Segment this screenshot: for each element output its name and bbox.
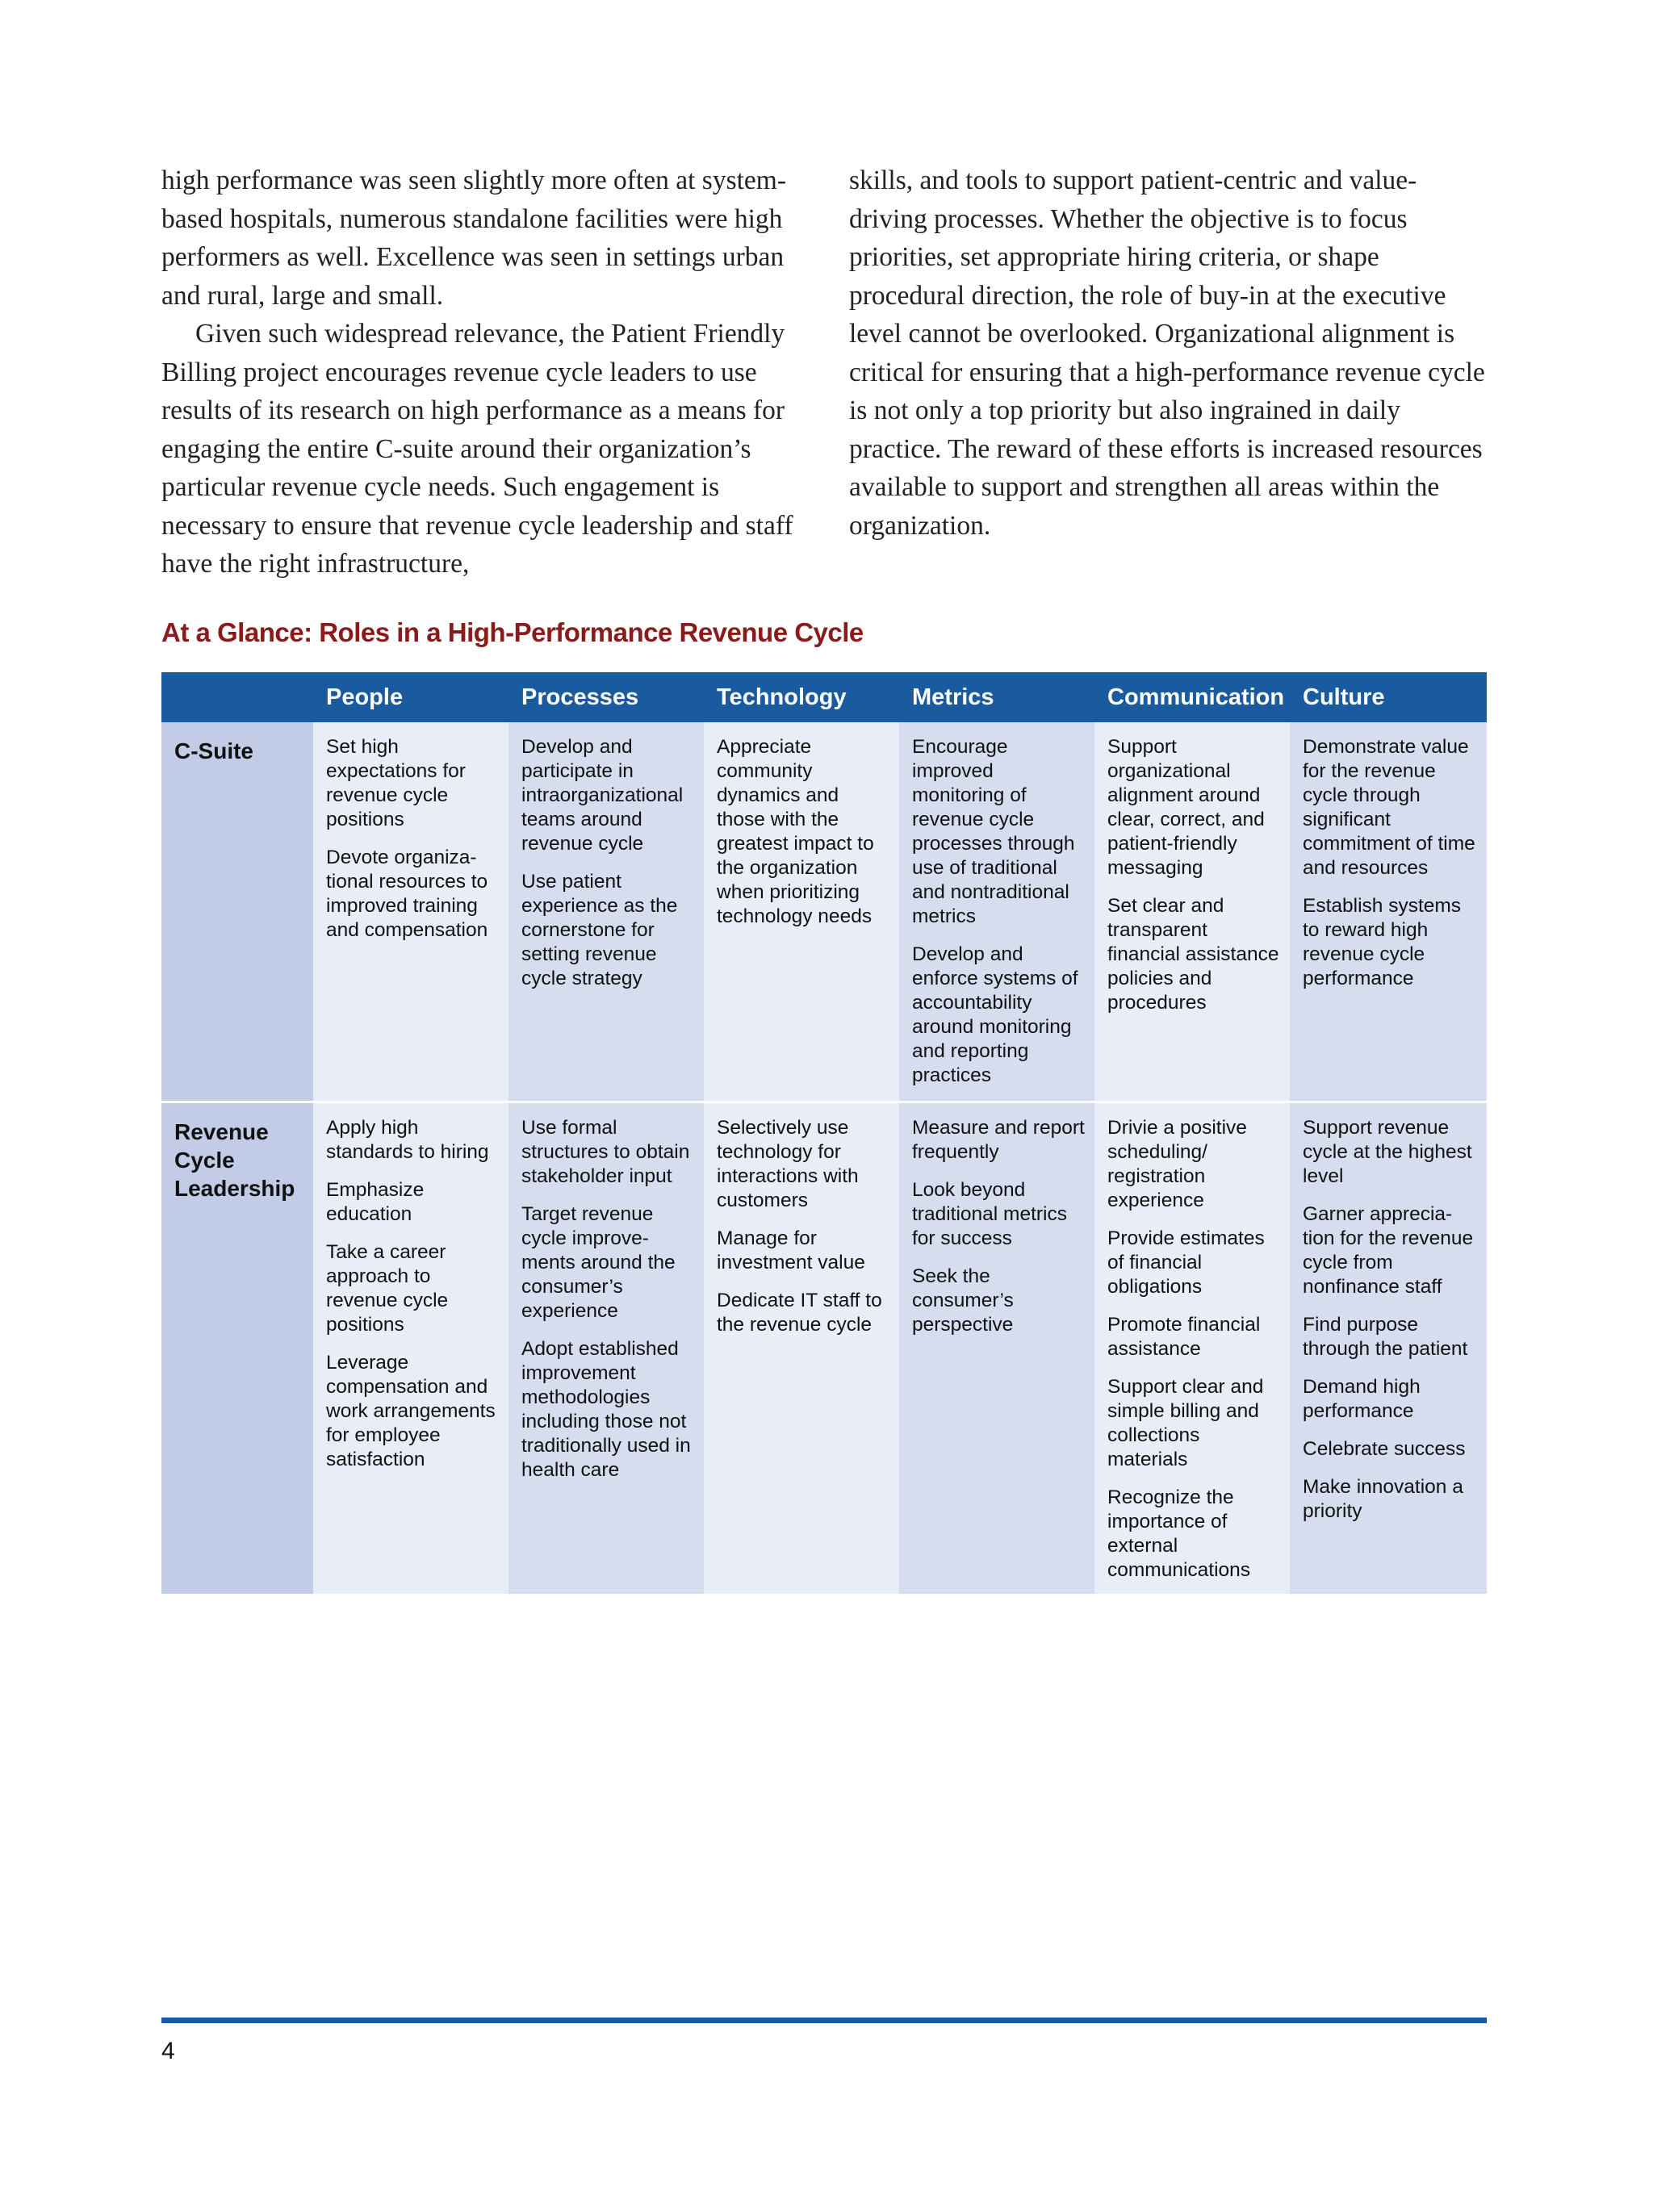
left-paragraph-1: high performance was seen slightly more often at system-based hospitals, numerous standalone facilities were high performers as well. Excellence was seen in settings urban and rural, large and small. (161, 165, 787, 311)
row-header: Revenue Cycle Leadership (161, 1102, 313, 1595)
cell (313, 722, 508, 1102)
cell-item: Take a career approach to revenue cycle positions (326, 1241, 449, 1336)
cell-item: Set clear and transparent financial assistance policies and procedures (1107, 895, 1279, 1014)
table-row-revenue-cycle-leadership (161, 1102, 1487, 1595)
cell (1094, 722, 1290, 1102)
cell-item: Garner appreciation for the revenue cycle from nonfinance staff (1303, 1203, 1474, 1298)
cell-item: Apply high standards to hiring (326, 1117, 489, 1163)
cell-item: Make innovation a priority (1303, 1476, 1463, 1522)
table-header-row (161, 672, 1487, 722)
header-corner (161, 672, 313, 722)
left-column (161, 161, 799, 583)
cell-item: Selectively use technology for interactions with customers (717, 1117, 859, 1211)
cell-item: Celebrate success (1303, 1438, 1466, 1460)
cell-item: Devote organizational resources to improved training and compensation (326, 847, 488, 941)
cell (1290, 722, 1487, 1102)
cell-item: Recognize the importance of external communications (1107, 1487, 1251, 1581)
cell-item: Provide estimates of financial obligations (1107, 1227, 1265, 1298)
body-text-columns (161, 161, 1487, 583)
column-header-processes: Processes (508, 672, 704, 722)
cell (313, 1102, 508, 1595)
table-title: At a Glance: Roles in a High-Performance Revenue Cycle (161, 617, 864, 647)
cell (899, 722, 1094, 1102)
cell-item: Find purpose through the patient (1303, 1314, 1468, 1360)
cell-item: Encourage improved monitoring of revenue cycle processes through use of traditional and nontraditional metrics (912, 736, 1075, 927)
cell (508, 722, 704, 1102)
cell (704, 1102, 899, 1595)
cell-item: Support clear and simple billing and collections materials (1107, 1376, 1264, 1470)
row-header: C-Suite (161, 722, 313, 1102)
cell-item: Demonstrate value for the revenue cycle through significant commitment of time and resources (1303, 736, 1475, 879)
roles-table (161, 672, 1487, 1594)
cell-item: Support organizational alignment around clear, correct, and patient-friendly messaging (1107, 736, 1265, 879)
table-row-c-suite (161, 722, 1487, 1102)
column-header-technology: Technology (704, 672, 899, 722)
cell-item: Establish systems to reward high revenue cycle performance (1303, 895, 1462, 989)
cell (1290, 1102, 1487, 1595)
cell-item: Emphasize education (326, 1179, 425, 1225)
column-header-people: People (313, 672, 508, 722)
cell-item: Seek the consumer’s perspective (912, 1265, 1014, 1336)
cell-item: Target revenue cycle improvements around the consumer’s experience (521, 1203, 676, 1322)
cell-item: Look beyond traditional metrics for success (912, 1179, 1067, 1249)
cell-item: Drivie a positive scheduling/ registration experience (1107, 1117, 1247, 1211)
right-column (849, 161, 1487, 583)
cell-item: Support revenue cycle at the highest level (1303, 1117, 1472, 1187)
cell-item: Adopt established improvement methodologies including those not traditionally used in health care (521, 1338, 691, 1481)
cell-item: Measure and report frequently (912, 1117, 1085, 1163)
footer-divider (161, 2018, 1487, 2023)
cell (899, 1102, 1094, 1595)
cell-item: Develop and enforce systems of accountability around monitoring and reporting practices (912, 943, 1078, 1086)
cell-item: Demand high performance (1303, 1376, 1421, 1422)
cell-item: Develop and participate in intraorganizational teams around revenue cycle (521, 736, 684, 855)
cell-item: Dedicate IT staff to the revenue cycle (717, 1290, 882, 1336)
column-header-metrics: Metrics (899, 672, 1094, 722)
cell-item: Promote financial assistance (1107, 1314, 1261, 1360)
cell (1094, 1102, 1290, 1595)
right-paragraph-1: skills, and tools to support patient-centric and value-driving processes. Whether the objective is to focus priorities, set appropriate hiring criteria, or shape procedural direction, the role of buy-in at the executive level cannot be overlooked. Organizational alignment is critical for ensuring that a high-performance revenue cycle is not only a top priority but also ingrained in daily practice. The reward of these efforts is increased resources available to support and strengthen all areas within the organization. (849, 165, 1485, 541)
cell (704, 722, 899, 1102)
cell-item: Set high expectations for revenue cycle positions (326, 736, 466, 830)
cell-item: Leverage compensation and work arrangements for employee satisfaction (326, 1352, 496, 1470)
cell (508, 1102, 704, 1595)
cell-item: Use patient experience as the cornerstone for setting revenue cycle strategy (521, 871, 678, 989)
column-header-communication: Communication (1094, 672, 1290, 722)
cell-item: Appreciate community dynamics and those with the greatest impact to the organization when prioritizing technology needs (717, 736, 874, 927)
cell-item: Manage for investment value (717, 1227, 865, 1273)
page-number: 4 (161, 2038, 175, 2064)
left-paragraph-2: Given such widespread relevance, the Patient Friendly Billing project encourages revenue cycle leaders to use results of its research on high performance as a means for engaging the entire C-suite around their organization’s particular revenue cycle needs. Such engagement is necessary to ensure that revenue cycle leadership and staff have the right infrastructure, (161, 319, 793, 579)
cell-item: Use formal structures to obtain stakeholder input (521, 1117, 690, 1187)
column-header-culture: Culture (1290, 672, 1487, 722)
